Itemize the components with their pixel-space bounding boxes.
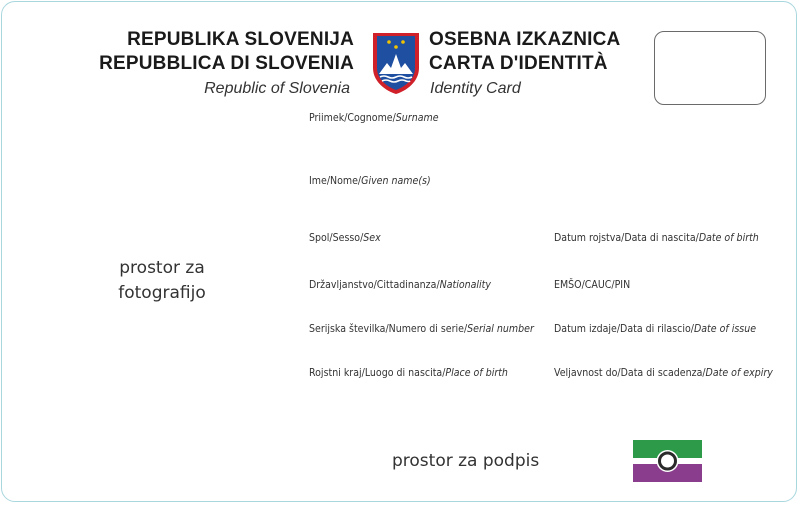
photo-placeholder-line1: prostor za: [119, 258, 205, 278]
header-osebna-izkaznica: OSEBNA IZKAZNICA: [429, 29, 621, 50]
photo-placeholder: [102, 256, 222, 306]
field-label-surname: Priimek/Cognome/Surname: [309, 111, 439, 124]
field-label-nationality: Državljanstvo/Cittadinanza/Nationality: [309, 278, 491, 291]
chip-window: [654, 31, 766, 105]
header-republika-slovenija: REPUBLIKA SLOVENIJA: [127, 29, 354, 50]
field-label-date-of-birth: Datum rojstva/Data di nascita/Date of birth: [554, 231, 759, 244]
header-repubblica-di-slovenia: REPUBBLICA DI SLOVENIA: [99, 53, 354, 74]
field-label-date-of-expiry: Veljavnost do/Data di scadenza/Date of expiry: [554, 366, 773, 379]
green-purple-circle-emblem-icon: [633, 440, 702, 482]
field-label-serial-number: Serijska številka/Numero di serie/Serial number: [309, 322, 534, 335]
id-card: [1, 1, 797, 502]
header-identity-card: Identity Card: [430, 80, 521, 97]
header-republic-of-slovenia: Republic of Slovenia: [204, 80, 350, 97]
field-label-place-of-birth: Rojstni kraj/Luogo di nascita/Place of birth: [309, 366, 508, 379]
field-label-given-name: Ime/Nome/Given name(s): [309, 174, 431, 187]
photo-placeholder-line2: fotografijo: [118, 283, 206, 303]
slovenian-coat-of-arms-icon: [370, 30, 422, 96]
field-label-date-of-issue: Datum izdaje/Data di rilascio/Date of issue: [554, 322, 757, 335]
signature-placeholder: prostor za podpis: [392, 451, 540, 471]
field-label-sex: Spol/Sesso/Sex: [309, 231, 381, 244]
field-label-pin: EMŠO/CAUC/PIN: [554, 278, 631, 291]
header-carta-d-identita: CARTA D'IDENTITÀ: [429, 53, 608, 74]
